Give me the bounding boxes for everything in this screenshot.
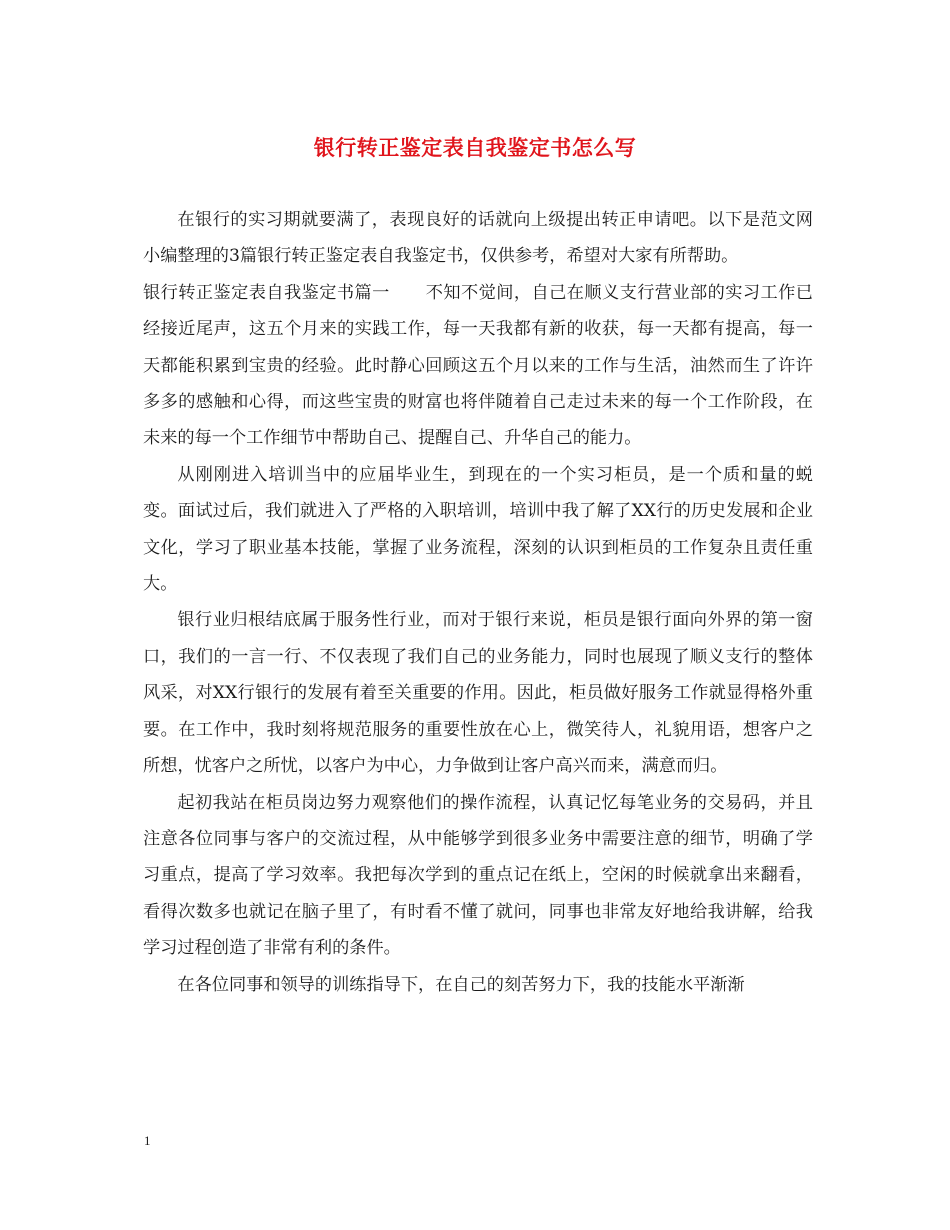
section-title: 银行转正鉴定表自我鉴定书篇一 [143,282,390,303]
section-first-paragraph: 不知不觉间，自己在顺义支行营业部的实习工作已经接近尾声，这五个月来的实践工作，每一天我都有新的收获，每一天都有提高，每一天都能积累到宝贵的经验。此时静心回顾这五个月以来的工作与生活，油然而生了许许多多的感触和心得，而这些宝贵的财富也将伴随着自己走过未来的每一个工作阶段，在未来的每一个工作细节中帮助自己、提醒自己、升华自己的能力。 [143,282,813,449]
paragraph: 从刚刚进入培训当中的应届毕业生，到现在的一个实习柜员，是一个质和量的蜕变。面试过后，我们就进入了严格的入职培训，培训中我了解了XX行的历史发展和企业文化，学习了职业基本技能，掌握了业务流程，深刻的认识到柜员的工作复杂且责任重大。 [143,464,813,595]
page-number: 1 [144,1133,151,1148]
paragraph: 在各位同事和领导的训练指导下，在自己的刻苦努力下，我的技能水平渐渐 [177,974,745,995]
intro-paragraph: 在银行的实习期就要满了，表现良好的话就向上级提出转正申请吧。以下是范文网小编整理的3篇银行转正鉴定表自我鉴定书，仅供参考，希望对大家有所帮助。 [143,210,813,267]
document-title: 银行转正鉴定表自我鉴定书怎么写 [313,135,637,160]
document-body [143,202,813,1003]
paragraph: 起初我站在柜员岗边努力观察他们的操作流程，认真记忆每笔业务的交易码，并且注意各位同事与客户的交流过程，从中能够学到很多业务中需要注意的细节，明确了学习重点，提高了学习效率。我把每次学到的重点记在纸上，空闲的时候就拿出来翻看，看得次数多也就记在脑子里了，有时看不懂了就问，同事也非常友好地给我讲解，给我学习过程创造了非常有利的条件。 [143,792,813,959]
paragraph: 银行业归根结底属于服务性行业，而对于银行来说，柜员是银行面向外界的第一窗口，我们的一言一行、不仅表现了我们自己的业务能力，同时也展现了顺义支行的整体风采，对XX行银行的发展有着至关重要的作用。因此，柜员做好服务工作就显得格外重要。在工作中，我时刻将规范服务的重要性放在心上，微笑待人，礼貌用语，想客户之所想，忧客户之所忧，以客户为中心，力争做到让客户高兴而来，满意而归。 [143,610,813,777]
section-first-paragraph-block [143,275,813,457]
